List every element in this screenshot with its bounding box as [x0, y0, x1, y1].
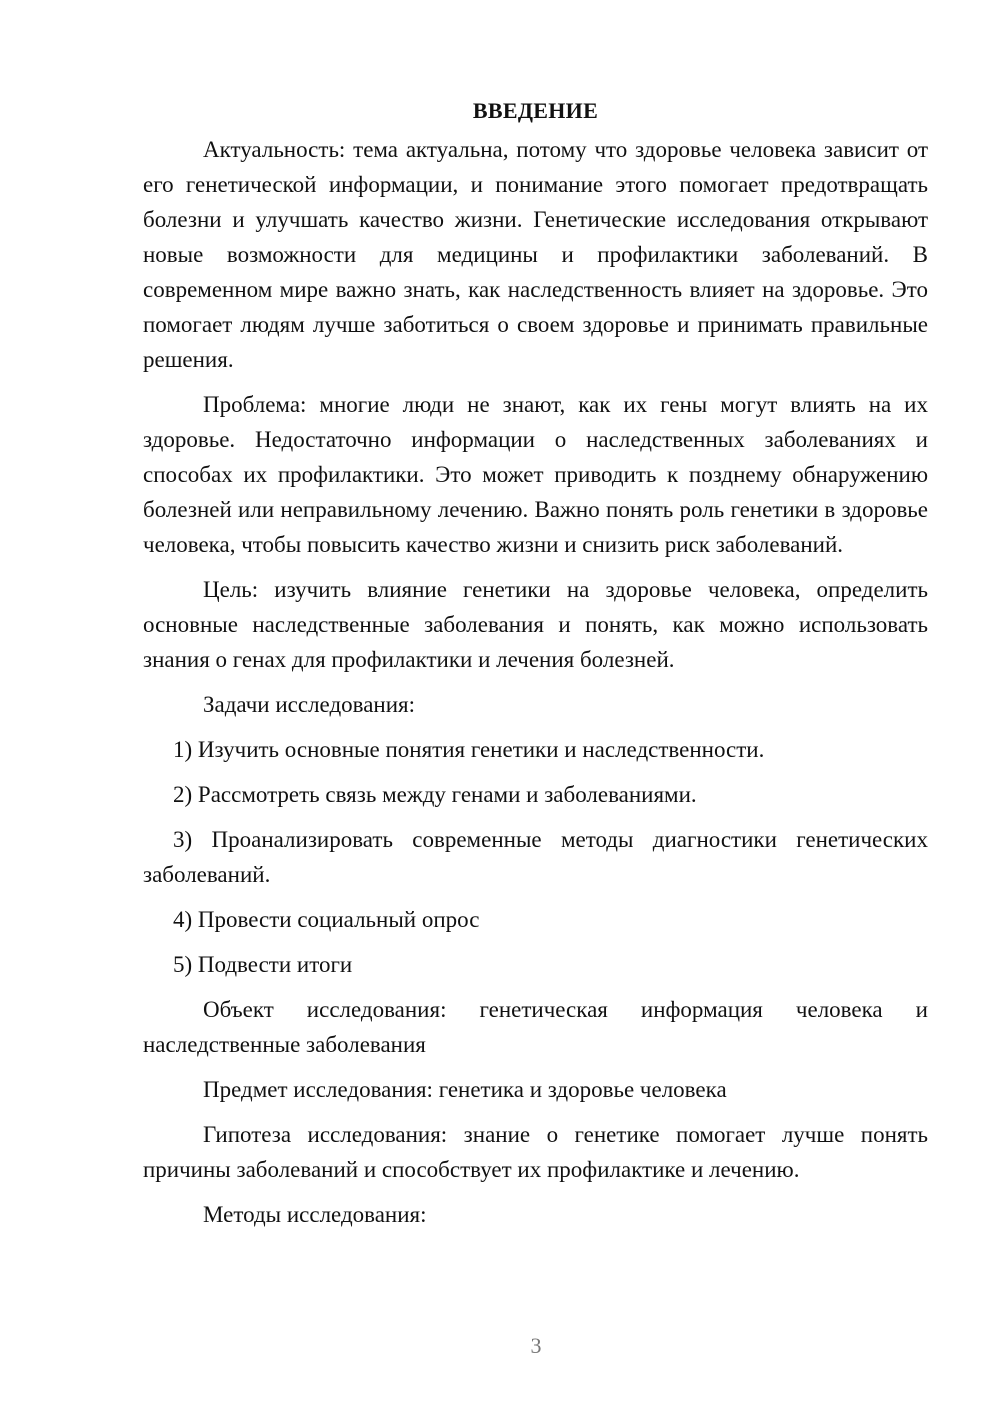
task-item: 2) Рассмотреть связь между генами и заболеваниями.: [173, 782, 697, 807]
paragraph-hypothesis: Гипотеза исследования: знание о генетике помогает лучше понять причины заболеваний и способствует их профилактике и лечению.: [143, 1122, 928, 1182]
tasks-heading: Задачи исследования:: [203, 692, 416, 717]
page-content: [143, 93, 928, 1242]
paragraph-goal: Цель: изучить влияние генетики на здоровье человека, определить основные наследственные заболевания и понять, как можно использовать знания о генах для профилактики и лечения болезней.: [143, 577, 928, 672]
paragraph-subject: Предмет исследования: генетика и здоровье человека: [203, 1077, 727, 1102]
task-item: 1) Изучить основные понятия генетики и наследственности.: [173, 737, 765, 762]
paragraph-problem: Проблема: многие люди не знают, как их гены могут влиять на их здоровье. Недостаточно информации о наследственных заболеваниях и способах их профилактики. Это может приводить к позднему обнаружению болезней или неправильному лечению. Важно понять роль генетики в здоровье человека, чтобы повысить качество жизни и снизить риск заболеваний.: [143, 392, 928, 557]
methods-heading: Методы исследования:: [203, 1202, 427, 1227]
paragraph-object: Объект исследования: генетическая информация человека и наследственные заболевания: [143, 997, 928, 1057]
task-item: 3) Проанализировать современные методы диагностики генетических заболеваний.: [143, 827, 928, 887]
task-item: 5) Подвести итоги: [173, 952, 353, 977]
task-item: 4) Провести социальный опрос: [173, 907, 480, 932]
page-number: 3: [530, 1333, 542, 1358]
paragraph-relevance: Актуальность: тема актуальна, потому что здоровье человека зависит от его генетической информации, и понимание этого помогает предотвращать болезни и улучшать качество жизни. Генетические исследования открывают новые возможности для медицины и профилактики заболеваний. В современном мире важно знать, как наследственность влияет на здоровье. Это помогает людям лучше заботиться о своем здоровье и принимать правильные решения.: [143, 137, 928, 372]
section-title: ВВЕДЕНИЕ: [472, 98, 599, 123]
